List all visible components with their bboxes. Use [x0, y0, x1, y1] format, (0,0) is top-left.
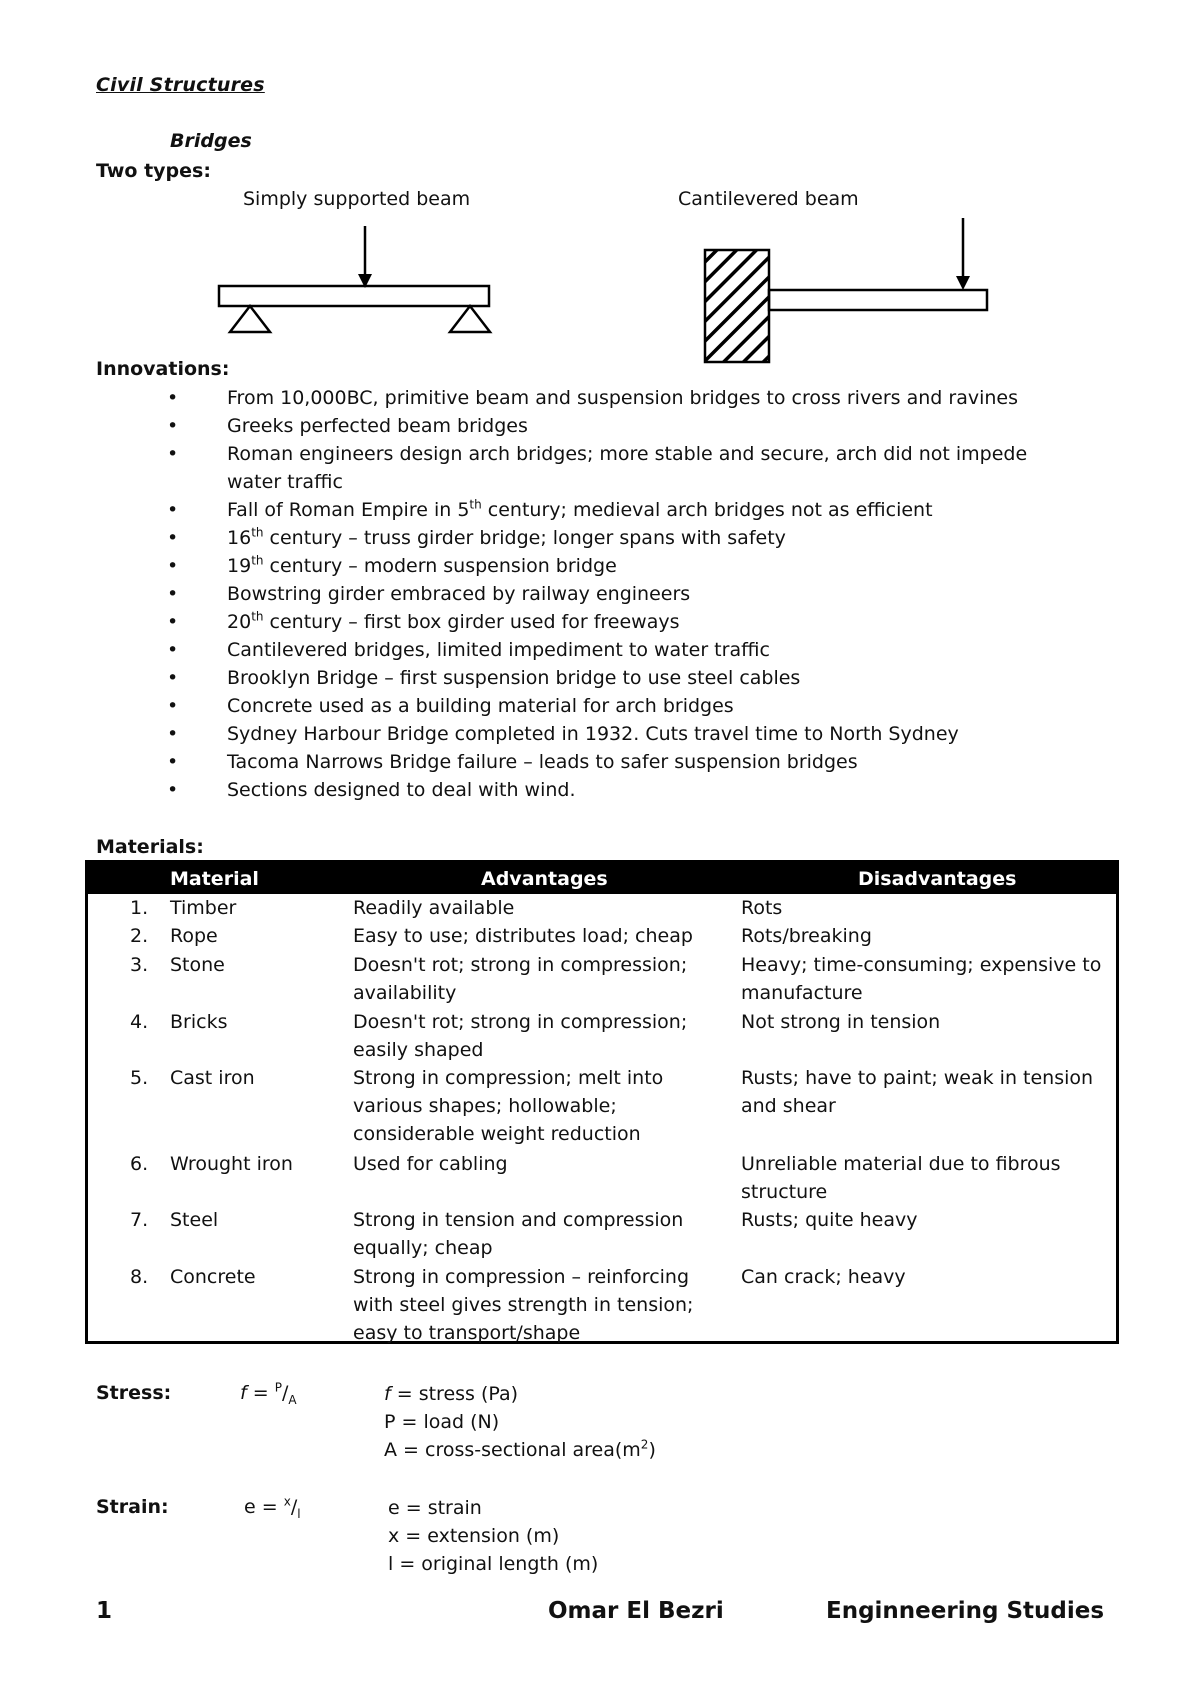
- left-support: [230, 306, 270, 332]
- two-types-label: Two types:: [96, 160, 211, 182]
- materials-table: Material Advantages Disadvantages 1. Timber Readily available Rots 2. Rope Easy to use; distributes load; cheap Rots/breaking 3. Stone Doesn't rot; strong in compression; availability Heavy; time-consuming; expensive to manufacture 4. Bricks Doesn't rot; strong in compression; easily shaped Not strong in tension 5. Cast iron Strong in compression; melt into various shapes; hollowable; considerable weight reduction Rusts; have to paint; weak in tension and shear 6. Wrought iron Used for cabling Unreliable material due to fibrous structure 7. Steel Strong in tension and compression equally; cheap Rusts; quite heavy 8. Concrete Strong in compression – reinforcing with steel gives strength in tension; easy to transport/shape Can crack; heavy: [85, 860, 1119, 1344]
- footer-author: Omar El Bezri: [548, 1598, 724, 1624]
- cantilever-beam: [769, 290, 987, 310]
- strain-variables: [388, 1494, 598, 1578]
- list-item: • Greeks perfected beam bridges: [167, 415, 528, 437]
- right-support: [450, 306, 490, 332]
- strain-var-l: l = original length (m): [388, 1553, 599, 1575]
- list-item: • Concrete used as a building material for arch bridges: [167, 695, 734, 717]
- fixed-wall: [705, 250, 769, 362]
- list-item: • From 10,000BC, primitive beam and suspension bridges to cross rivers and ravines: [167, 387, 1019, 409]
- cantilevered-beam-diagram: [695, 210, 995, 370]
- list-item: • 20th century – first box girder used for freeways: [167, 609, 680, 633]
- load-arrow-head: [956, 276, 970, 290]
- innovations-heading: Innovations:: [96, 358, 230, 380]
- stress-var-a: A = cross-sectional $area(m^2)$: [384, 1437, 656, 1461]
- list-item: • Sections designed to deal with wind.: [167, 779, 576, 801]
- simply-supported-label: Simply supported beam: [243, 188, 471, 210]
- strain-var-e: e = strain: [388, 1497, 482, 1519]
- list-item: • 19th century – modern suspension bridge: [167, 553, 617, 577]
- list-item: • Sydney Harbour Bridge completed in 1932. Cuts travel time to North Sydney: [167, 723, 959, 745]
- list-item: • Tacoma Narrows Bridge failure – leads to safer suspension bridges: [167, 751, 858, 773]
- strain-var-x: x = extension (m): [388, 1525, 560, 1547]
- list-item: • 16th century – truss girder bridge; longer spans with safety: [167, 525, 786, 549]
- footer-course: Enginneering Studies: [826, 1598, 1105, 1624]
- strain-label: Strain:: [96, 1496, 169, 1518]
- col-header-disadvantages: Disadvantages: [858, 868, 1017, 890]
- beam: [219, 286, 489, 306]
- stress-variables: [384, 1380, 656, 1464]
- list-item: • Fall of Roman Empire in 5th century; medieval arch bridges not as efficient: [167, 497, 933, 521]
- stress-var-f: f = stress (Pa): [384, 1383, 519, 1405]
- table-header-row: [88, 863, 1116, 894]
- materials-heading: Materials:: [96, 836, 204, 858]
- list-item: • Bowstring girder embraced by railway engineers: [167, 583, 691, 605]
- strain-formula: $e = ^x/_l$: [244, 1494, 301, 1521]
- page-number: 1: [96, 1598, 113, 1624]
- list-item: • Roman engineers design arch bridges; more stable and secure, arch did not impede water traffic: [167, 443, 1028, 493]
- col-header-advantages: Advantages: [481, 868, 608, 890]
- section-heading-bridges: Bridges: [170, 130, 252, 152]
- simply-supported-beam-diagram: [205, 220, 505, 340]
- stress-var-p: P = load (N): [384, 1411, 500, 1433]
- cantilevered-label: Cantilevered beam: [678, 188, 859, 210]
- document-title: Civil Structures: [96, 74, 265, 96]
- stress-formula: $f = ^P/_A$: [240, 1380, 297, 1407]
- col-header-material: Material: [170, 868, 259, 890]
- innovations-list: [160, 384, 1080, 804]
- stress-label: Stress:: [96, 1382, 172, 1404]
- list-item: • Cantilevered bridges, limited impediment to water traffic: [167, 639, 770, 661]
- list-item: • Brooklyn Bridge – first suspension bridge to use steel cables: [167, 667, 801, 689]
